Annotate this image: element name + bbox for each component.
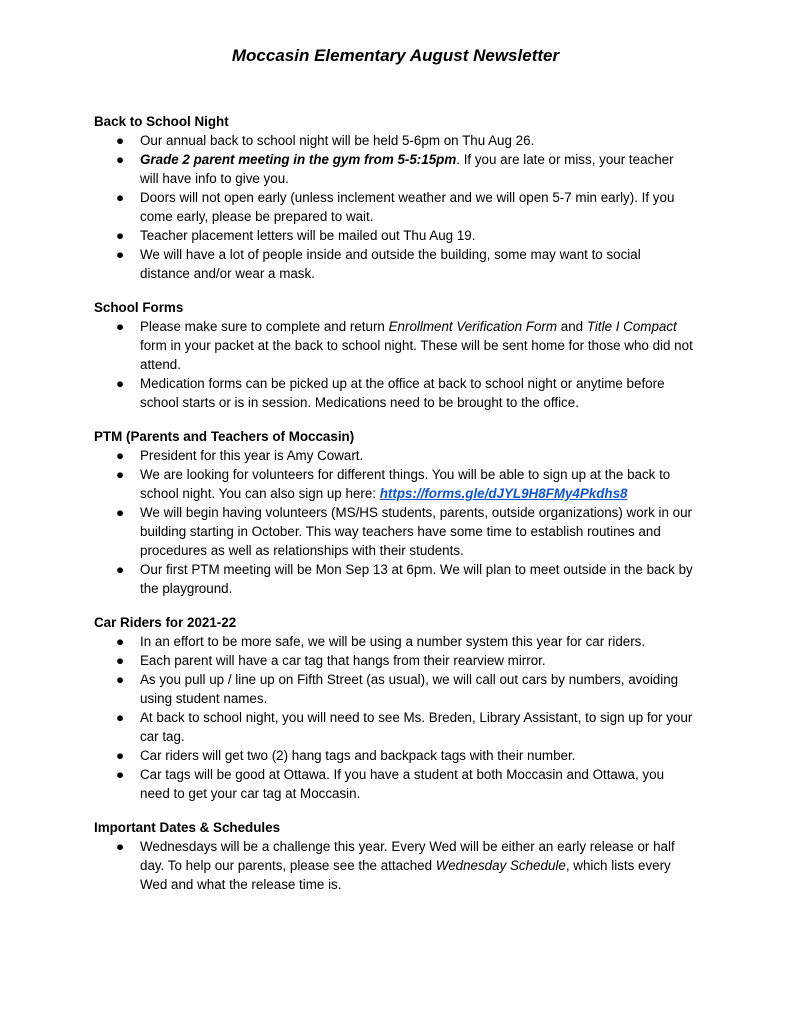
section-heading: Back to School Night [94, 114, 229, 129]
list-item: ● Car riders will get two (2) hang tags and backpack tags with their number. [116, 748, 576, 763]
list-item: ● Our annual back to school night will be held 5-6pm on Thu Aug 26. [116, 133, 535, 148]
list-item: ● We will have a lot of people inside and outside the building, some may want to social distance and/or wear a mask. [116, 247, 641, 281]
list-item: ● Please make sure to complete and return Enrollment Verification Form and Title I Compact form in your packet at the back to school night. These will be sent home for those who did not attend. [116, 319, 693, 372]
list-item: ● Wednesdays will be a challenge this year. Every Wed will be either an early release or half day. To help our parents, please see the attached Wednesday Schedule, which lists every Wed and what the release time is. [116, 839, 675, 892]
bullet-icon: ● [116, 190, 125, 205]
section-heading: Car Riders for 2021-22 [94, 615, 237, 630]
newsletter-body [94, 112, 694, 909]
emphasis-text: Grade 2 parent meeting in the gym from 5-5:15pm [140, 152, 457, 167]
list-item: ● At back to school night, you will need to see Ms. Breden, Library Assistant, to sign up for your car tag. [116, 710, 693, 744]
bullet-icon: ● [116, 505, 125, 520]
bullet-icon: ● [116, 710, 125, 725]
bullet-icon: ● [116, 634, 125, 649]
list-item: ● We will begin having volunteers (MS/HS students, parents, outside organizations) work in our building starting in October. This way teachers have some time to establish routines and procedures as well as relationships with their students. [116, 505, 693, 558]
list-item: ● We are looking for volunteers for different things. You will be able to sign up at the back to school night. You can also sign up here: https://forms.gle/dJYL9H8FMy4Pkdhs8 [116, 467, 671, 501]
bullet-icon: ● [116, 247, 125, 262]
bullet-icon: ● [116, 319, 125, 334]
bullet-icon: ● [116, 672, 125, 687]
list-item: ● Grade 2 parent meeting in the gym from 5-5:15pm. If you are late or miss, your teacher will have info to give you. [116, 152, 674, 186]
bullet-list [94, 317, 694, 412]
list-item: ● Car tags will be good at Ottawa. If you have a student at both Moccasin and Ottawa, you need to get your car tag at Moccasin. [116, 767, 665, 801]
bullet-icon: ● [116, 152, 125, 167]
bullet-list [94, 837, 694, 894]
bullet-icon: ● [116, 562, 125, 577]
bullet-icon: ● [116, 767, 125, 782]
list-item: ● Each parent will have a car tag that hangs from their rearview mirror. [116, 653, 546, 668]
bullet-icon: ● [116, 133, 125, 148]
list-item: ● Doors will not open early (unless inclement weather and we will open 5-7 min early). If you come early, please be prepared to wait. [116, 190, 675, 224]
list-item: ● Teacher placement letters will be mailed out Thu Aug 19. [116, 228, 476, 243]
bullet-list [94, 131, 694, 283]
bullet-icon: ● [116, 228, 125, 243]
section-heading: Important Dates & Schedules [94, 820, 281, 835]
section-heading: School Forms [94, 300, 184, 315]
section-heading: PTM (Parents and Teachers of Moccasin) [94, 429, 355, 444]
list-item: ● Our first PTM meeting will be Mon Sep 13 at 6pm. We will plan to meet outside in the back by the playground. [116, 562, 693, 596]
bullet-icon: ● [116, 376, 125, 391]
section-back-to-school-night [94, 112, 694, 283]
bullet-list [94, 632, 694, 803]
section-important-dates [94, 818, 694, 894]
section-school-forms [94, 298, 694, 412]
bullet-icon: ● [116, 653, 125, 668]
list-item: ● In an effort to be more safe, we will be using a number system this year for car riders. [116, 634, 646, 649]
bullet-list [94, 446, 694, 598]
list-item: ● As you pull up / line up on Fifth Street (as usual), we will call out cars by numbers, avoiding using student names. [116, 672, 679, 706]
list-item: ● President for this year is Amy Cowart. [116, 448, 364, 463]
page-title: Moccasin Elementary August Newsletter [231, 46, 560, 65]
volunteer-signup-link[interactable]: https://forms.gle/dJYL9H8FMy4Pkdhs8 [379, 486, 628, 501]
list-item: ● Medication forms can be picked up at the office at back to school night or anytime before school starts or is in session. Medications need to be brought to the office. [116, 376, 665, 410]
bullet-icon: ● [116, 467, 125, 482]
section-ptm [94, 427, 694, 598]
bullet-icon: ● [116, 748, 125, 763]
bullet-icon: ● [116, 448, 125, 463]
bullet-icon: ● [116, 839, 125, 854]
section-car-riders [94, 613, 694, 803]
